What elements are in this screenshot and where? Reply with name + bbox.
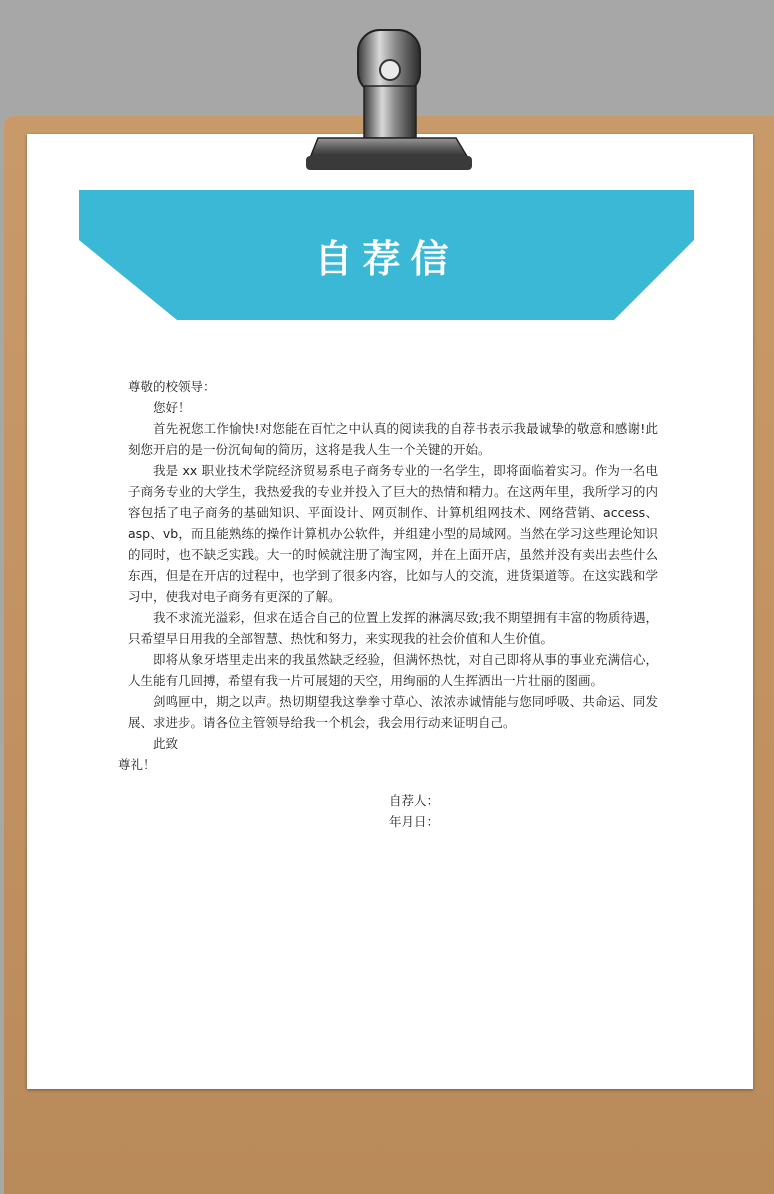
letter-paragraph: 即将从象牙塔里走出来的我虽然缺乏经验，但满怀热忱，对自己即将从事的事业充满信心，人生能有几回搏，希望有我一片可展翅的天空，用绚丽的人生挥洒出一片壮丽的图画。 [128,652,658,688]
binder-clip-icon [296,26,480,176]
letter-paragraph: 剑鸣匣中，期之以声。热切期望我这拳拳寸草心、浓浓赤诚情能与您同呼吸、共命运、同发展、求进步。请各位主管领导给我一个机会，我会用行动来证明自己。 [128,694,658,730]
closing-regards: 尊礼！ [118,757,156,772]
letter-paragraph: 我不求流光溢彩，但求在适合自己的位置上发挥的淋漓尽致;我不期望拥有丰富的物质待遇，只希望早日用我的全部智慧、热忱和努力，来实现我的社会价值和人生价值。 [128,610,658,646]
signature-block [389,790,439,832]
page-title: 自荐信 [314,237,459,281]
letter-body [118,376,658,775]
title-banner [79,190,694,320]
letter-paragraph: 首先祝您工作愉快!对您能在百忙之中认真的阅读我的自荐书表示我最诚挚的敬意和感谢!此刻您开启的是一份沉甸甸的简历，这将是我人生一个关键的开始。 [128,421,658,457]
date-label: 年月日： [389,814,440,829]
letter-paragraph: 我是 xx 职业技术学院经济贸易系电子商务专业的一名学生，即将面临着实习。作为一名电子商务专业的大学生，我热爱我的专业并投入了巨大的热情和精力。在这两年里，我所学习的内容包括了电子商务的基础知识、平面设计、网页制作、计算机组网技术、网络营销、access、asp、vb，而且能熟练的操作计算机办公软件，并组建小型的局域网。当然在学习这些理论知识的同时，也不缺乏实践。大一的时候就注册了淘宝网，并在上面开店，虽然并没有卖出去些什么东西，但是在开店的过程中，也学到了很多内容，比如与人的交流，进货渠道等。在这实践和学习中，使我对电子商务有更深的了解。 [128,463,658,604]
closing-line: 此致 [153,736,179,751]
salutation: 尊敬的校领导： [128,379,216,394]
signature-label: 自荐人： [389,793,440,808]
greeting: 您好！ [153,400,191,415]
